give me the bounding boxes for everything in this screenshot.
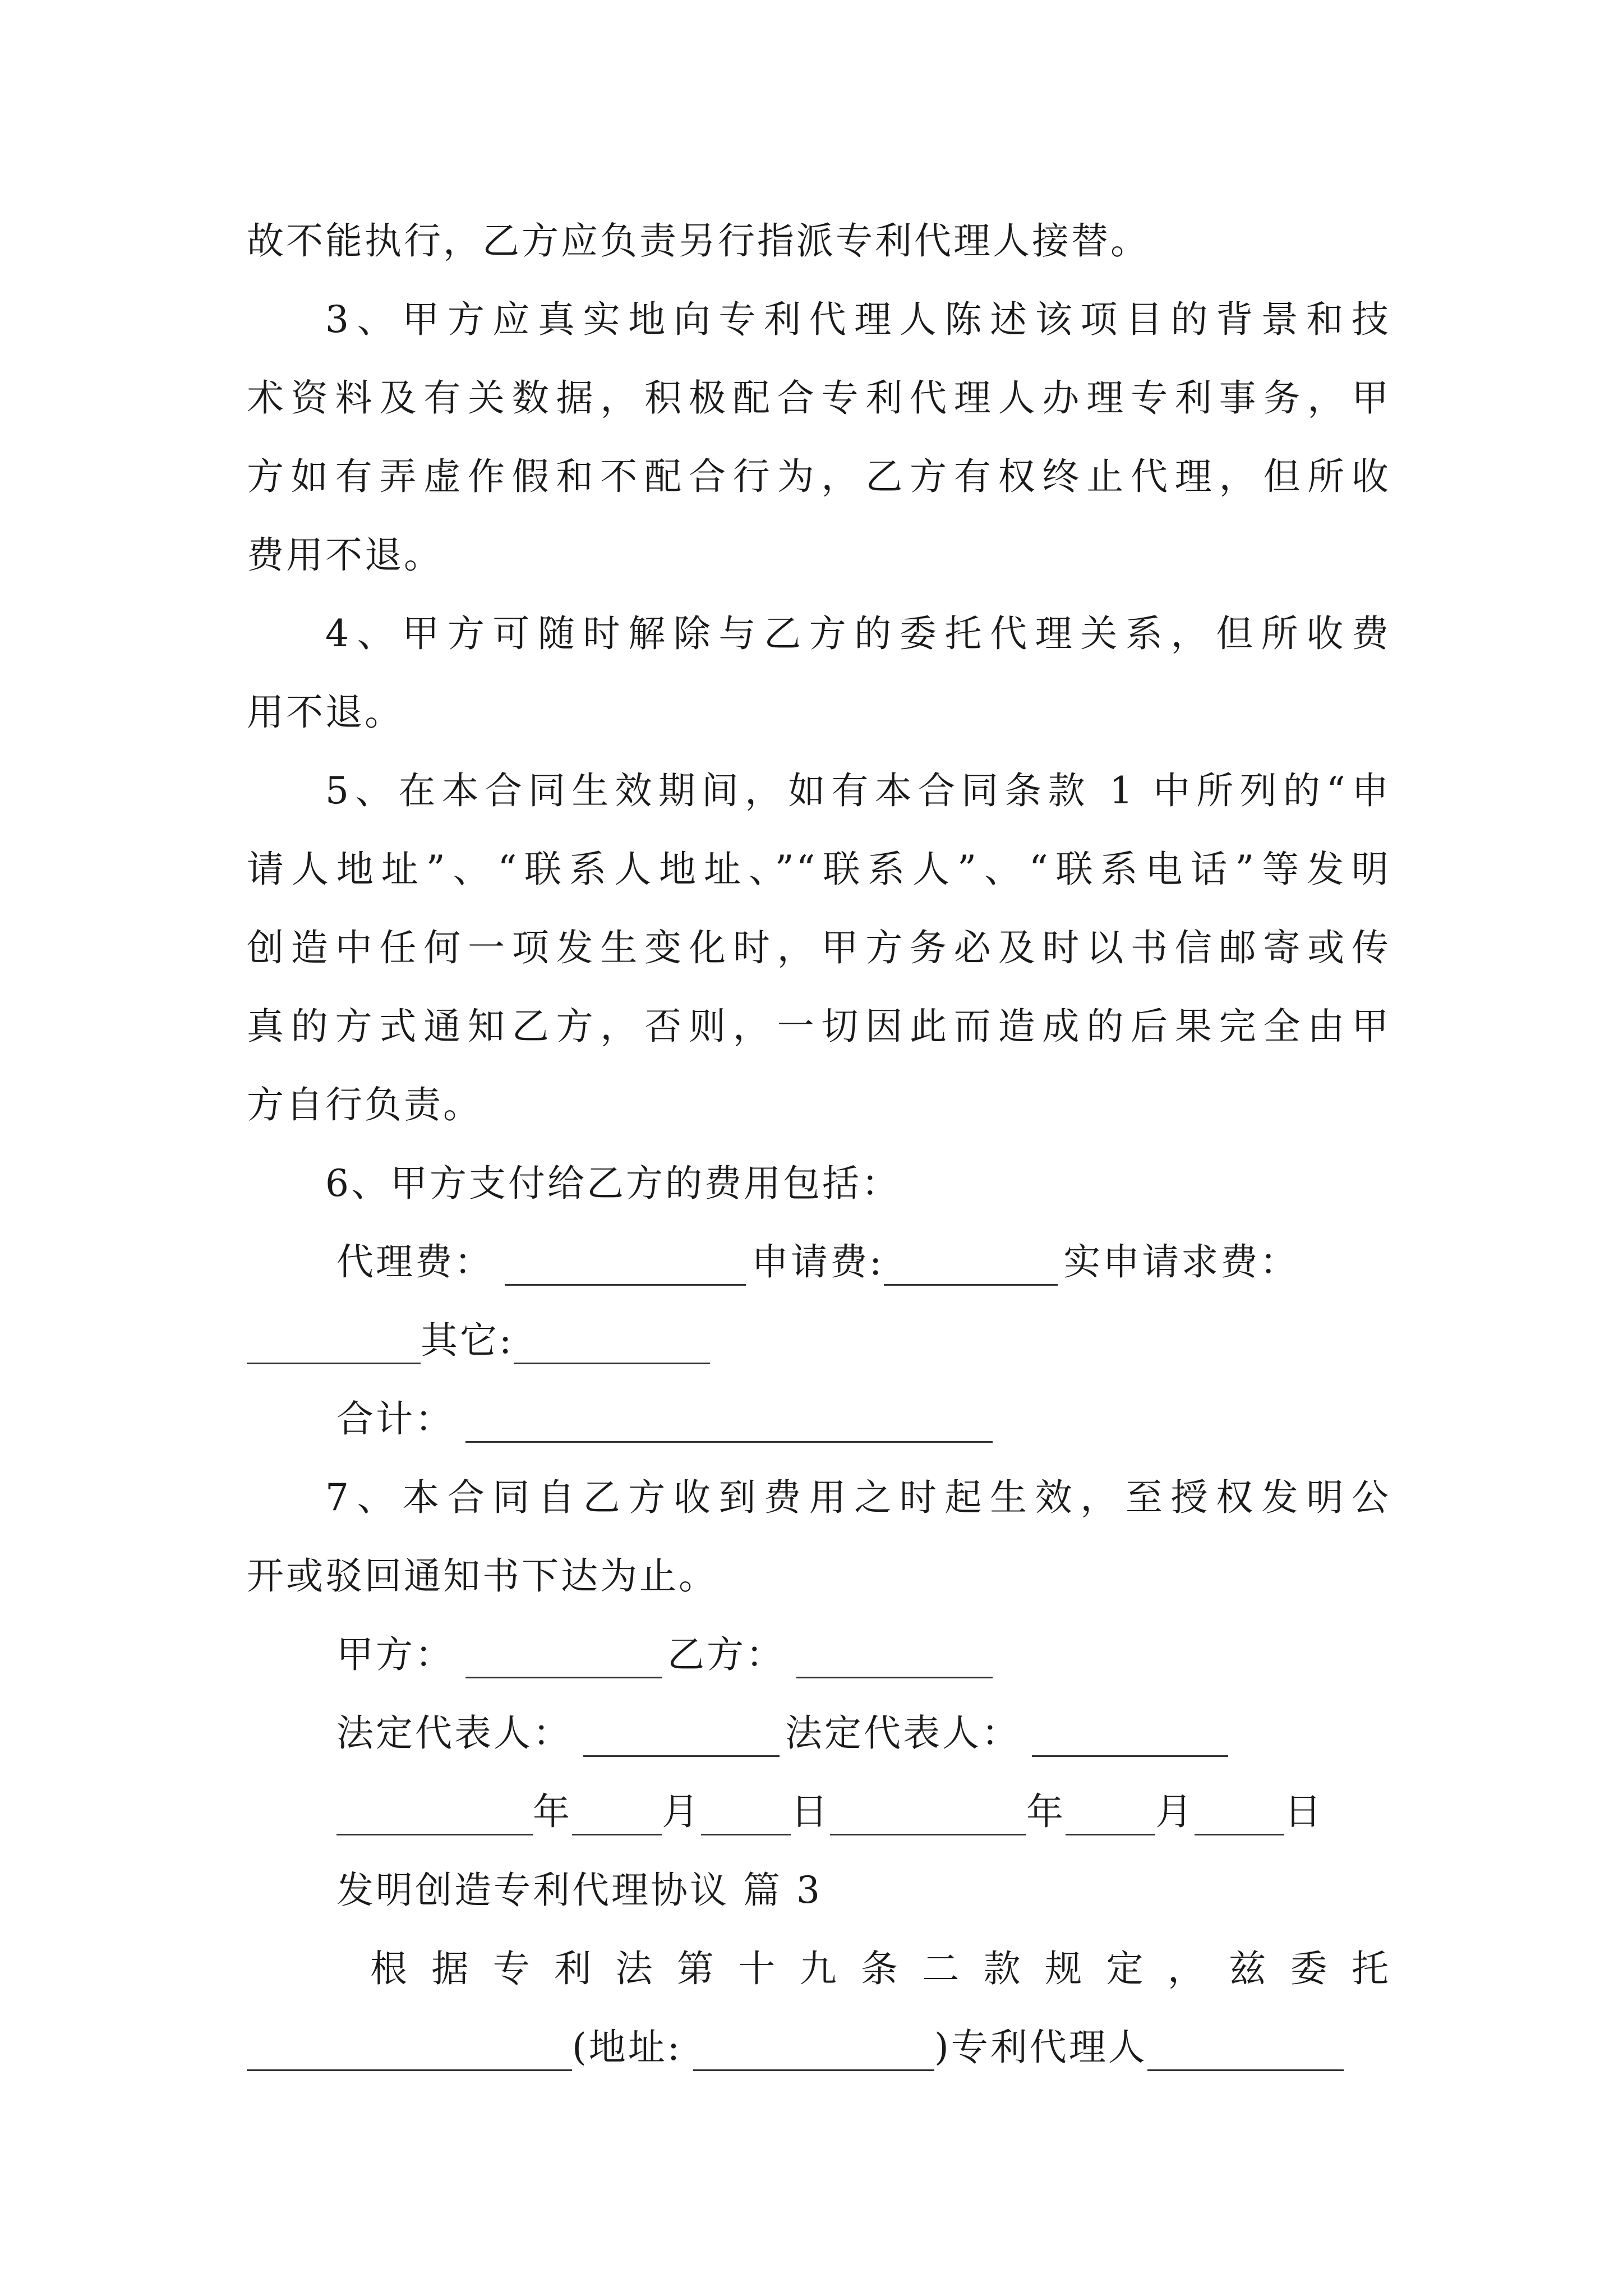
total-row: [336, 1388, 993, 1450]
address-blank: [693, 2036, 934, 2071]
total-blank: [465, 1407, 993, 1443]
paragraph-line: 6、甲方支付给乙方的费用包括：: [325, 1162, 901, 1205]
address-close-label: )专利代理人: [934, 2026, 1147, 2069]
party-b-blank: [796, 1643, 993, 1678]
year-b-blank: [830, 1800, 1026, 1835]
day-a-blank: [701, 1800, 791, 1835]
day-b-blank: [1195, 1800, 1284, 1835]
other-fee-label: 其它:: [421, 1319, 514, 1362]
month-b-label: 月: [1155, 1790, 1195, 1833]
rep-b-blank: [1032, 1722, 1228, 1757]
rep-b-label: 法定代表人：: [785, 1711, 1021, 1755]
fee-row: [247, 1310, 710, 1372]
month-b-blank: [1066, 1800, 1155, 1835]
party-b-label: 乙方：: [667, 1633, 785, 1676]
section-heading: 发明创造专利代理协议 篇 3: [336, 1869, 822, 1912]
other-fee-blank: [514, 1329, 710, 1364]
year-b-label: 年: [1026, 1790, 1066, 1833]
paragraph-line: 用不退。: [247, 691, 404, 734]
paragraph-line: 7、本合同自乙方收到费用之时起生效，至授权发明公: [325, 1476, 1391, 1519]
party-row: [336, 1624, 993, 1686]
paragraph-line: 4、甲方可随时解除与乙方的委托代理关系，但所收费: [325, 612, 1391, 655]
year-a-blank: [336, 1800, 533, 1835]
month-a-blank: [572, 1800, 662, 1835]
paragraph-line: 3、甲方应真实地向专利代理人陈述该项目的背景和技: [325, 298, 1391, 341]
exam-fee-blank: [247, 1329, 421, 1364]
paragraph-line: 方自行负责。: [247, 1083, 482, 1126]
paragraph-line: 方如有弄虚作假和不配合行为，乙方有权终止代理，但所收: [247, 455, 1391, 498]
exam-fee-label: 实申请求费：: [1063, 1240, 1299, 1283]
agency-fee-blank: [505, 1250, 746, 1286]
year-a-label: 年: [533, 1790, 572, 1833]
agent-row: [247, 2017, 1344, 2078]
application-fee-label: 申请费:: [751, 1240, 884, 1283]
paragraph-line: 5、在本合同生效期间，如有本合同条款 1 中所列的“申: [325, 769, 1391, 812]
paragraph-line: 开或驳回通知书下达为止。: [247, 1554, 718, 1598]
paragraph-line: 真的方式通知乙方，否则，一切因此而造成的后果完全由甲: [247, 1005, 1391, 1048]
address-open-label: (地址:: [572, 2026, 682, 2069]
representative-row: [336, 1703, 1228, 1764]
paragraph-line: 请人地址”、“联系人地址、”“联系人”、“联系电话”等发明: [247, 848, 1391, 891]
agent-blank: [1147, 2036, 1344, 2071]
rep-a-blank: [583, 1722, 780, 1757]
party-a-label: 甲方：: [336, 1633, 454, 1676]
application-fee-blank: [884, 1250, 1058, 1286]
paragraph-line: 术资料及有关数据，积极配合专利代理人办理专利事务，甲: [247, 376, 1391, 420]
month-a-label: 月: [662, 1790, 701, 1833]
paragraph-line: 根据专利法第十九条二款规定，兹委托: [370, 1947, 1391, 1990]
total-label: 合计：: [336, 1397, 454, 1441]
paragraph-line: 费用不退。: [247, 533, 443, 577]
paragraph-line: 故不能执行，乙方应负责另行指派专利代理人接替。: [247, 219, 1150, 263]
rep-a-label: 法定代表人：: [336, 1711, 572, 1755]
paragraph-line: 创造中任何一项发生变化时，甲方务必及时以书信邮寄或传: [247, 926, 1391, 969]
day-b-label: 日: [1284, 1790, 1324, 1833]
party-a-blank: [465, 1643, 662, 1678]
agency-fee-label: 代理费：: [336, 1240, 494, 1283]
fee-row: [336, 1231, 1299, 1293]
date-row: [336, 1781, 1324, 1843]
day-a-label: 日: [791, 1790, 830, 1833]
entrust-blank: [247, 2036, 572, 2071]
